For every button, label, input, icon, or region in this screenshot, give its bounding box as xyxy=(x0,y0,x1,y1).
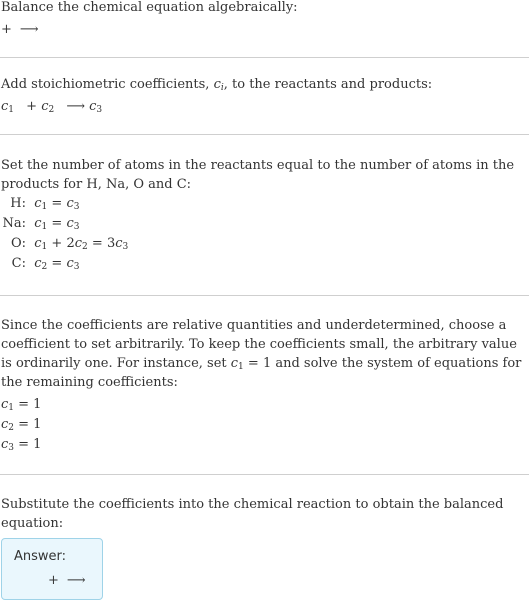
answer-label: Answer: xyxy=(14,549,67,564)
equation-row-c: C: $c_2 = c_3$ xyxy=(11,256,80,272)
step2-text: Add stoichiometric coefficients, $c_i$, to the reactants and products: xyxy=(1,77,433,93)
step1-equation xyxy=(1,22,39,38)
step1-text: Balance the chemical equation algebraically: xyxy=(1,0,298,15)
divider xyxy=(0,57,529,58)
reaction-arrow: ⟶ xyxy=(66,99,85,114)
plus-sign: + xyxy=(48,573,59,588)
step2-equation: $c_1 + c_2$ ⟶ $c_3$ xyxy=(1,99,103,115)
equation-row-h: H: $c_1 = c_3$ xyxy=(10,196,80,212)
reaction-arrow: ⟶ xyxy=(19,22,39,37)
divider xyxy=(0,134,529,135)
solution-c3: $c_3 = 1$ xyxy=(1,437,42,453)
plus-sign: + xyxy=(26,99,38,114)
divider xyxy=(0,474,529,475)
plus-sign: + xyxy=(1,22,12,37)
answer-equation xyxy=(48,573,86,588)
equation-row-o: O: $c_1 + 2c_2 = 3c_3$ xyxy=(10,236,129,252)
solution-c1: $c_1 = 1$ xyxy=(1,397,42,413)
step3-text: Set the number of atoms in the reactants equal to the number of atoms in the products for H, Na, O and C: xyxy=(1,158,515,192)
solution-c2: $c_2 = 1$ xyxy=(1,417,42,433)
step5-text: Substitute the coefficients into the chemical reaction to obtain the balanced equation: xyxy=(1,497,504,531)
answer-box xyxy=(1,538,103,600)
step4-text: Since the coefficients are relative quantities and underdetermined, choose a coefficient to set arbitrarily. To keep the coefficients small, the arbitrary value is ordinarily one. For instance, set $c_1 = 1$ and solve the system of equations for the remaining coefficients: xyxy=(1,318,522,390)
reaction-arrow: ⟶ xyxy=(66,573,86,588)
equation-row-na: Na: $c_1 = c_3$ xyxy=(2,216,80,232)
divider xyxy=(0,295,529,296)
